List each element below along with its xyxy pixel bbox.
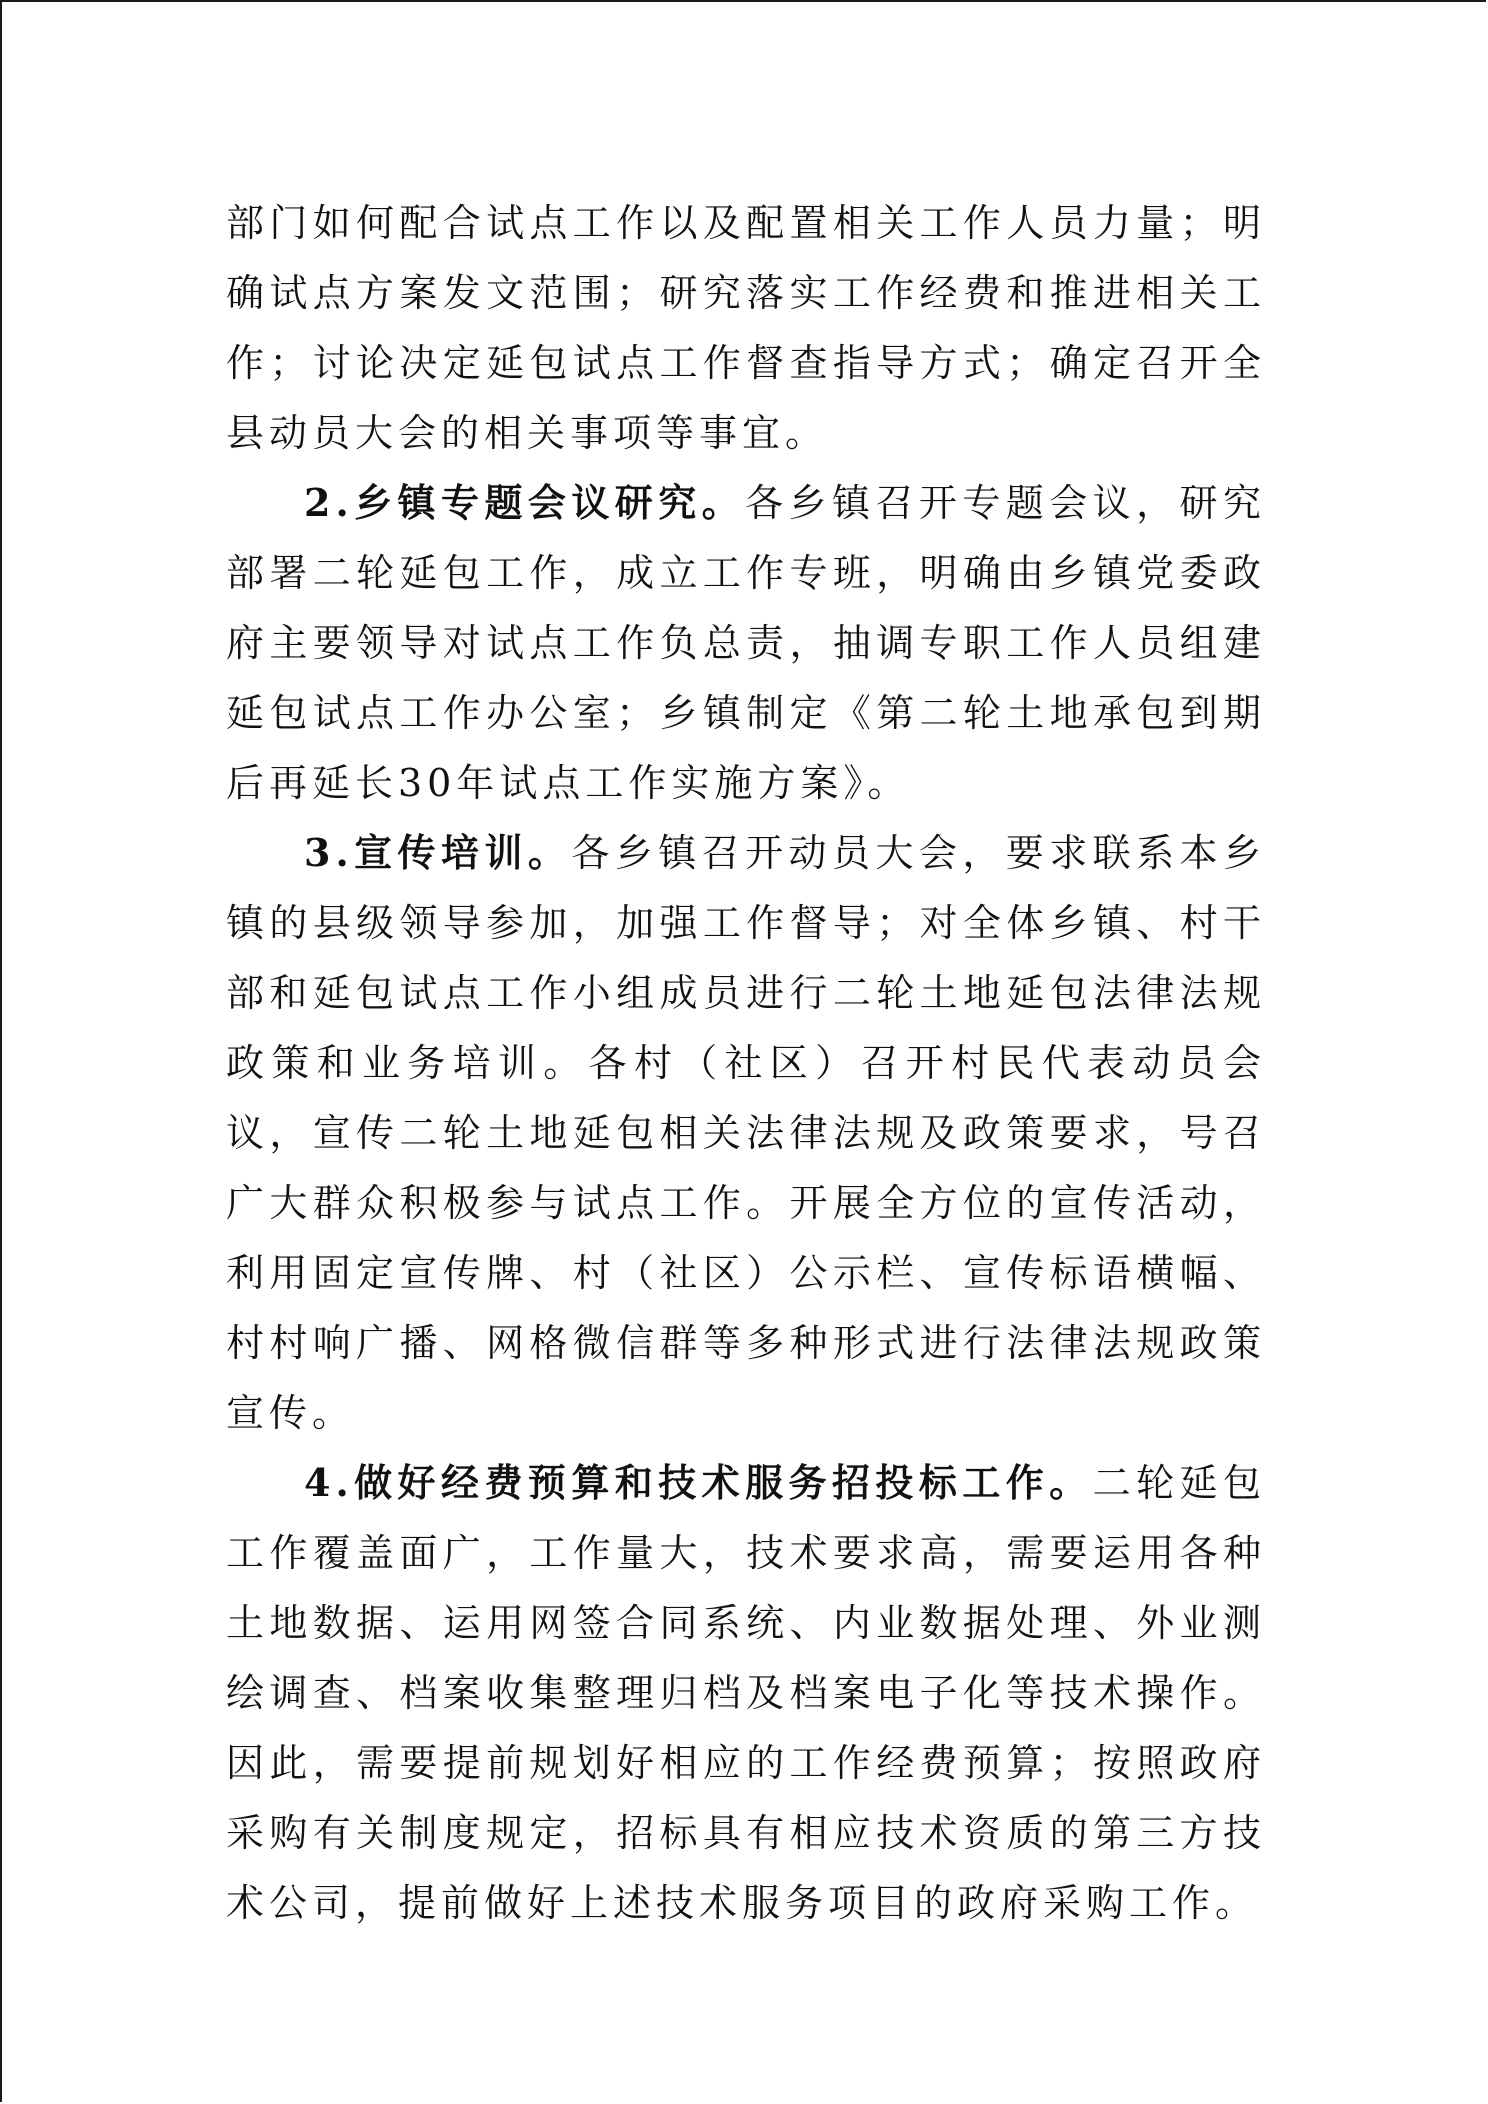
document-body [226, 188, 1266, 1938]
paragraph-heading: 4.做好经费预算和技术服务招投标工作。 [304, 1460, 1093, 1505]
paragraph-text: 二轮延包工作覆盖面广，工作量大，技术要求高，需要运用各种土地数据、运用网签合同系统、内业数据处理、外业测绘调查、档案收集整理归档及档案电子化等技术操作。因此，需要提前规划好相应的工作经费预算；按照政府采购有关制度规定，招标具有相应技术资质的第三方技术公司，提前做好上述技术服务项目的政府采购工作。 [226, 1461, 1266, 1925]
paragraph-heading: 3.宣传培训。 [304, 830, 572, 875]
paragraph-township-meeting [226, 468, 1266, 818]
paragraph-text: 部门如何配合试点工作以及配置相关工作人员力量；明确试点方案发文范围；研究落实工作经费和推进相关工作；讨论决定延包试点工作督查指导方式；确定召开全县动员大会的相关事项等事宜。 [226, 201, 1266, 455]
paragraph-text: 各乡镇召开动员大会，要求联系本乡镇的县级领导参加，加强工作督导；对全体乡镇、村干部和延包试点工作小组成员进行二轮土地延包法律法规政策和业务培训。各村（社区）召开村民代表动员会议，宣传二轮土地延包相关法律法规及政策要求，号召广大群众积极参与试点工作。开展全方位的宣传活动，利用固定宣传牌、村（社区）公示栏、宣传标语横幅、村村响广播、网格微信群等多种形式进行法律法规政策宣传。 [226, 831, 1266, 1435]
paragraph-publicity-training [226, 818, 1266, 1448]
paragraph-budget-bidding [226, 1448, 1266, 1938]
paragraph-heading: 2.乡镇专题会议研究。 [304, 480, 746, 525]
paragraph-continuation [226, 188, 1266, 468]
paragraph-text: 各乡镇召开专题会议，研究部署二轮延包工作，成立工作专班，明确由乡镇党委政府主要领导对试点工作负总责，抽调专职工作人员组建延包试点工作办公室；乡镇制定《第二轮土地承包到期后再延长30年试点工作实施方案》。 [226, 481, 1266, 805]
